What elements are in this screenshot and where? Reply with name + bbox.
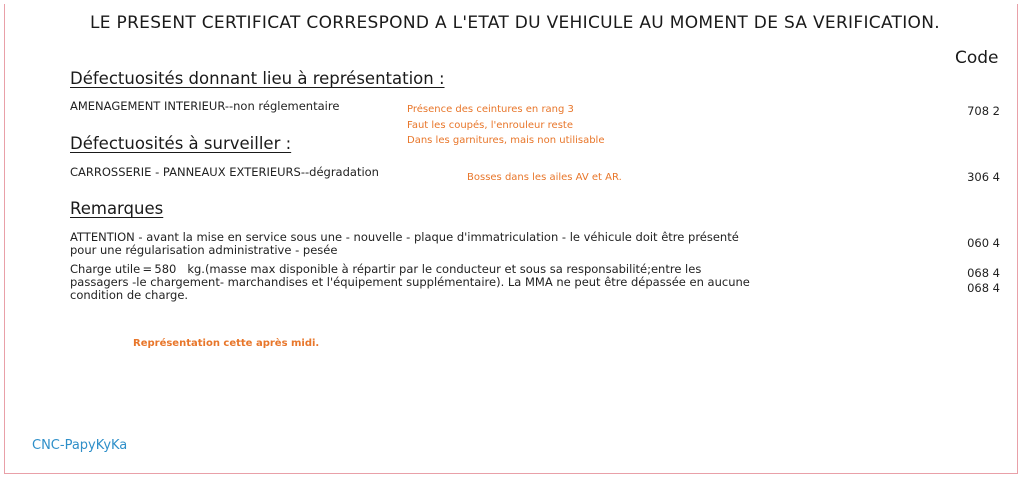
handwritten-note-seatbelts [407, 102, 605, 149]
handwritten-note-dents: Bosses dans les ailes AV et AR. [467, 172, 622, 183]
code-column-header: Code [955, 48, 999, 68]
certificate-title: LE PRESENT CERTIFICAT CORRESPOND A L'ETAT DU VEHICULE AU MOMENT DE SA VERIFICATION. [90, 13, 940, 33]
defect-code-708: 708 2 [967, 104, 1000, 118]
note-line: Dans les garnitures, mais non utilisable [407, 135, 605, 146]
defect-item-interior: AMENAGEMENT INTERIEUR--non réglementaire [70, 99, 340, 113]
defect-item-bodywork: CARROSSERIE - PANNEAUX EXTERIEURS--dégradation [70, 165, 379, 179]
section-heading-surveiller: Défectuosités à surveiller : [70, 134, 292, 153]
defect-code-306: 306 4 [967, 170, 1000, 184]
remark-payload: Charge utile = 580 kg.(masse max disponible à répartir par le conducteur et sous sa responsabilité;entre les passagers -le chargement- marchandises et l'équipement supplémentaire). La MMA ne peut être dépassée en aucune condition de charge. [70, 262, 750, 302]
remark-code-068-b: 068 4 [967, 281, 1000, 295]
remark-code-060: 060 4 [967, 236, 1000, 250]
section-heading-remarques: Remarques [70, 199, 164, 218]
handwritten-note-reinspection: Représentation cette après midi. [133, 338, 320, 349]
note-line: Présence des ceintures en rang 3 [407, 104, 574, 115]
remark-code-068-a: 068 4 [967, 266, 1000, 280]
note-line: Faut les coupés, l'enrouleur reste [407, 119, 573, 131]
remark-attention: ATTENTION - avant la mise en service sous une - nouvelle - plaque d'immatriculation - le véhicule doit être présenté pour une régularisation administrative - pesée [70, 230, 739, 257]
author-signature: CNC-PapyKyKa [32, 438, 128, 453]
section-heading-representation: Défectuosités donnant lieu à représentation : [70, 69, 445, 88]
